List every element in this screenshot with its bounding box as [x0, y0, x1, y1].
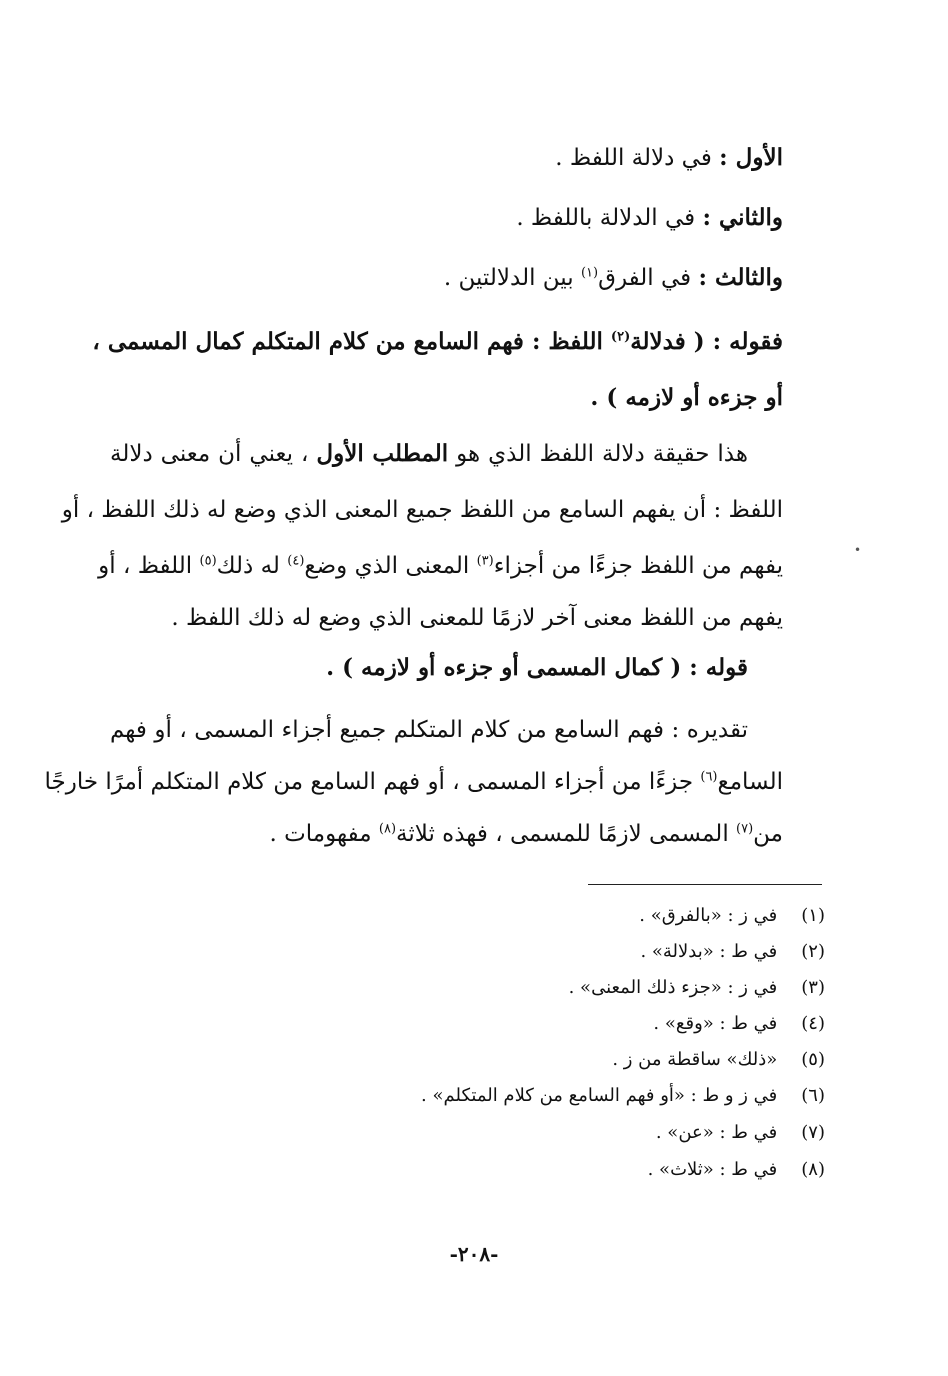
footnote-number: (٣): [801, 977, 825, 998]
footnote-text: في ط : «وقع» .: [653, 1013, 778, 1034]
line-quote-2: [110, 378, 783, 418]
text: قوله : ( كمال المسمى أو جزءه أو لازمه ) .: [326, 654, 748, 681]
text: هذا حقيقة دلالة اللفظ الذي هو: [448, 441, 749, 467]
footnote-number: (٧): [801, 1122, 825, 1143]
label-first: الأول :: [719, 144, 783, 171]
line-quote-1: [92, 322, 783, 362]
footnote-item: [653, 1011, 825, 1037]
bold-term: المطلب الأول: [316, 440, 449, 467]
text: في الفرق: [598, 265, 699, 291]
footnote-number: (٦): [801, 1085, 825, 1106]
text: اللفظ : فهم السامع من كلام المتكلم كمال المسمى ،: [92, 328, 611, 355]
footnote-number: (٨): [801, 1159, 825, 1180]
text: يفهم من اللفظ معنى آخر لازمًا للمعنى الذي وضع له ذلك اللفظ .: [171, 605, 783, 631]
line-body-5: [110, 710, 748, 750]
line-body-1: [110, 434, 748, 474]
footnote-item: [656, 1120, 825, 1146]
footnote-text: في ط : «عن» .: [655, 1122, 778, 1143]
page-number: -٢٠٨-: [449, 1242, 499, 1266]
footnote-ref: (٧): [736, 821, 754, 837]
footnote-item: [648, 1157, 825, 1183]
label-second: والثاني :: [702, 204, 783, 231]
footnote-item: [569, 975, 825, 1001]
footnote-ref: (٢): [610, 329, 631, 345]
line-quote-3: [110, 648, 748, 688]
footnote-text: في ط : «بدلالة» .: [640, 941, 778, 962]
text: اللفظ : أن يفهم السامع من اللفظ جميع المعنى الذي وضع له ذلك اللفظ ، أو: [61, 497, 783, 523]
line-body-6: [44, 762, 783, 802]
text: من: [753, 821, 783, 847]
text: أو جزءه أو لازمه ) .: [590, 384, 783, 411]
line-second: [110, 198, 783, 238]
text: ، يعني أن معنى دلالة: [110, 441, 317, 467]
footnote-text: في ز : «بالفرق» .: [639, 905, 778, 926]
text: جزءًا من أجزاء المسمى ، أو فهم السامع من كلام المتكلم أمرًا خارجًا: [44, 769, 701, 795]
text: بين الدلالتين .: [443, 265, 581, 291]
line-body-3: [98, 546, 783, 586]
text: في دلالة اللفظ .: [555, 145, 720, 171]
footnote-number: (٤): [801, 1013, 825, 1034]
footnote-number: (١): [801, 905, 825, 926]
text: يفهم من اللفظ جزءًا من أجزاء: [493, 553, 783, 579]
footnote-item: [421, 1083, 825, 1109]
text: فقوله : ( فدلالة: [630, 328, 783, 355]
footnote-item: [640, 939, 825, 965]
footnote-item: [612, 1047, 825, 1073]
line-first: [110, 138, 783, 178]
footnote-text: في ز : «جزء ذلك المعنى» .: [568, 977, 778, 998]
line-third: [110, 258, 783, 298]
footnote-number: (٢): [801, 941, 825, 962]
text: المعنى الذي وضع: [304, 553, 477, 579]
footnote-ref: (٥): [199, 553, 217, 569]
footnote-text: «ذلك» ساقطة من ز .: [612, 1049, 778, 1070]
footnote-item: [639, 903, 825, 929]
text: المسمى لازمًا للمسمى ، فهذه ثلاثة: [396, 821, 737, 847]
text: له ذلك: [216, 553, 288, 579]
label-third: والثالث :: [698, 264, 783, 291]
text: في الدلالة باللفظ .: [516, 205, 703, 231]
footnote-ref: (١): [580, 265, 599, 281]
text: اللفظ ، أو: [98, 553, 200, 579]
line-body-4: [110, 598, 783, 638]
footnote-ref: (٨): [378, 821, 397, 837]
scan-mark: •: [854, 543, 862, 557]
line-body-7: [110, 814, 783, 854]
footnote-number: (٥): [801, 1049, 825, 1070]
footnote-ref: (٤): [287, 553, 305, 569]
footnote-text: في ز و ط : «أو فهم السامع من كلام المتكلم» .: [421, 1085, 778, 1106]
footnote-separator: [588, 884, 822, 885]
text: السامع: [717, 769, 783, 795]
text: مفهومات .: [269, 821, 379, 847]
text: تقديره : فهم السامع من كلام المتكلم جميع أجزاء المسمى ، أو فهم: [110, 717, 748, 743]
footnote-text: في ط : «ثلاث» .: [647, 1159, 778, 1180]
footnote-ref: (٦): [700, 769, 718, 785]
line-body-2: [61, 490, 783, 530]
footnote-ref: (٣): [476, 553, 494, 569]
